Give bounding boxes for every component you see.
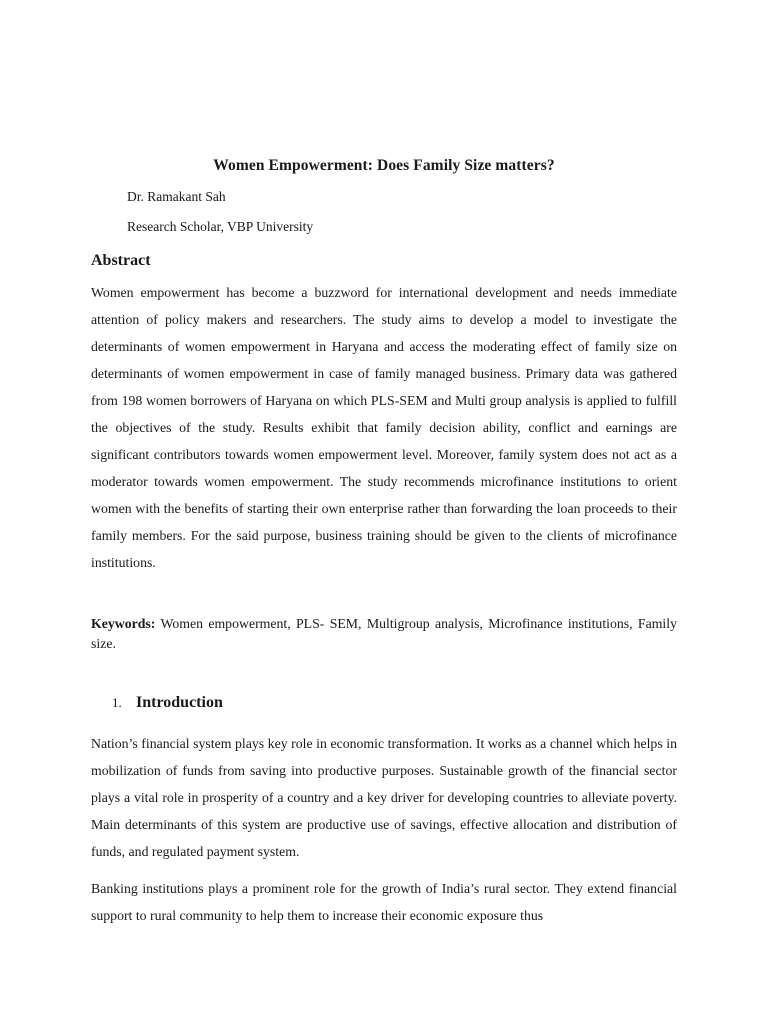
abstract-heading: Abstract <box>91 252 151 269</box>
introduction-paragraph-1: Nation’s financial system plays key role in economic transformation. It works as a channel which helps in mobilization of funds from saving into productive purposes. Sustainable growth of the financial sector plays a vital role in prosperity of a country and a key driver for developing countries to alleviate poverty. Main determinants of this system are productive use of savings, effective allocation and distribution of funds, and regulated payment system. <box>91 736 677 859</box>
keywords-text: Women empowerment, PLS- SEM, Multigroup analysis, Microfinance institutions, Family size. <box>91 616 677 651</box>
author-name: Dr. Ramakant Sah <box>127 189 226 204</box>
section-title: Introduction <box>136 694 223 711</box>
section-heading-introduction <box>112 694 223 712</box>
section-number: 1. <box>112 695 122 710</box>
paper-title: Women Empowerment: Does Family Size matters? <box>213 157 555 174</box>
introduction-paragraph-2: Banking institutions plays a prominent role for the growth of India’s rural sector. They extend financial support to rural community to help them to increase their economic exposure thus <box>91 881 677 923</box>
abstract-text: Women empowerment has become a buzzword for international development and needs immediate attention of policy makers and researchers. The study aims to develop a model to investigate the determinants of women empowerment in Haryana and access the moderating effect of family size on determinants of women empowerment in case of family managed business. Primary data was gathered from 198 women borrowers of Haryana on which PLS-SEM and Multi group analysis is applied to fulfill the objectives of the study. Results exhibit that family decision ability, conflict and earnings are significant contributors towards women empowerment level. Moreover, family system does not act as a moderator towards women empowerment. The study recommends microfinance institutions to orient women with the benefits of starting their own enterprise rather than forwarding the loan proceeds to their family members. For the said purpose, business training should be given to the clients of microfinance institutions. <box>91 285 677 570</box>
keywords-paragraph <box>91 614 677 654</box>
author-affiliation: Research Scholar, VBP University <box>127 219 314 234</box>
keywords-label: Keywords: <box>91 616 156 631</box>
